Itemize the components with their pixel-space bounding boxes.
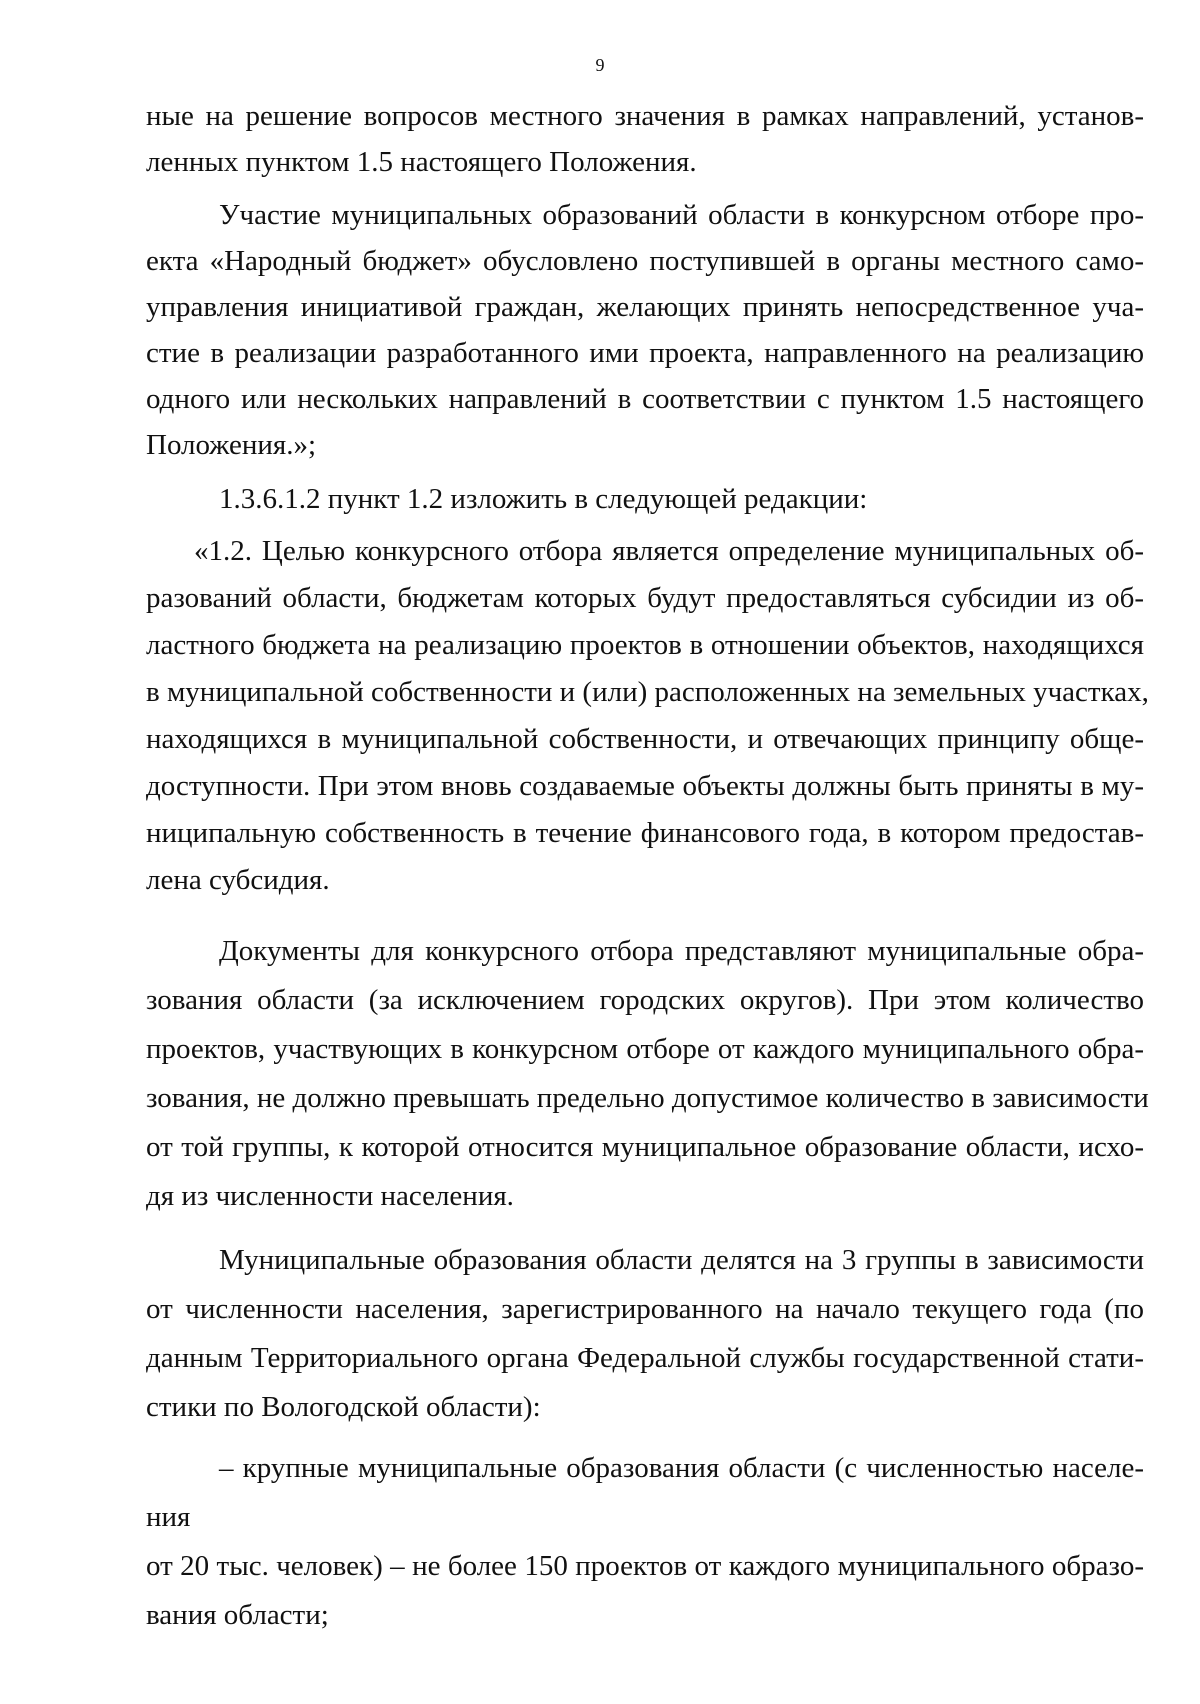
text-line: ные на решение вопросов местного значения в рамках направлений, установ-: [146, 100, 1144, 132]
text-line: от той группы, к которой относится муниципальное образование области, исхо-: [146, 1131, 1144, 1163]
text-line: ластного бюджета на реализацию проектов в отношении объектов, находящихся: [146, 629, 1144, 661]
text-line: данным Территориального органа Федеральной службы государственной стати-: [146, 1342, 1144, 1374]
text-line: ния: [146, 1501, 191, 1533]
text-line: проектов, участвующих в конкурсном отборе от каждого муниципального обра-: [146, 1033, 1144, 1065]
text-line: от численности населения, зарегистрированного на начало текущего года (по: [146, 1293, 1144, 1325]
text-line: Участие муниципальных образований области в конкурсном отборе про-: [219, 199, 1144, 231]
page-number: 9: [595, 55, 605, 75]
text-line: дя из численности населения.: [146, 1180, 514, 1212]
text-line: – крупные муниципальные образования области (с численностью населе-: [219, 1452, 1144, 1484]
text-line: зования области (за исключением городских округов). При этом количество: [146, 984, 1144, 1016]
text-line: Муниципальные образования области делятся на 3 группы в зависимости: [219, 1244, 1144, 1276]
text-line: стие в реализации разработанного ими проекта, направленного на реализацию: [146, 337, 1144, 369]
text-line: от 20 тыс. человек) – не более 150 проектов от каждого муниципального образо-: [146, 1550, 1144, 1582]
text-line: Документы для конкурсного отбора представляют муниципальные обра-: [219, 935, 1144, 967]
text-line: доступности. При этом вновь создаваемые объекты должны быть приняты в му-: [146, 770, 1144, 802]
text-line: екта «Народный бюджет» обусловлено поступившей в органы местного само-: [146, 245, 1144, 277]
text-line: ленных пунктом 1.5 настоящего Положения.: [146, 146, 697, 178]
text-line: управления инициативой граждан, желающих принять непосредственное уча-: [146, 291, 1144, 323]
text-line: зования, не должно превышать предельно допустимое количество в зависимости: [146, 1082, 1149, 1114]
text-line: находящихся в муниципальной собственности, и отвечающих принципу обще-: [146, 723, 1144, 755]
text-line: вания области;: [146, 1599, 329, 1631]
text-line: лена субсидия.: [146, 864, 330, 896]
text-line: Положения.»;: [146, 429, 317, 461]
text-line: «1.2. Целью конкурсного отбора является определение муниципальных об-: [194, 535, 1144, 567]
text-line: в муниципальной собственности и (или) расположенных на земельных участках,: [146, 676, 1149, 708]
text-line: стики по Вологодской области):: [146, 1391, 541, 1423]
text-line: одного или нескольких направлений в соответствии с пунктом 1.5 настоящего: [146, 383, 1144, 415]
text-line: разований области, бюджетам которых будут предоставляться субсидии из об-: [146, 582, 1144, 614]
text-line: 1.3.6.1.2 пункт 1.2 изложить в следующей редакции:: [219, 483, 868, 515]
text-line: ниципальную собственность в течение финансового года, в котором предостав-: [146, 817, 1144, 849]
